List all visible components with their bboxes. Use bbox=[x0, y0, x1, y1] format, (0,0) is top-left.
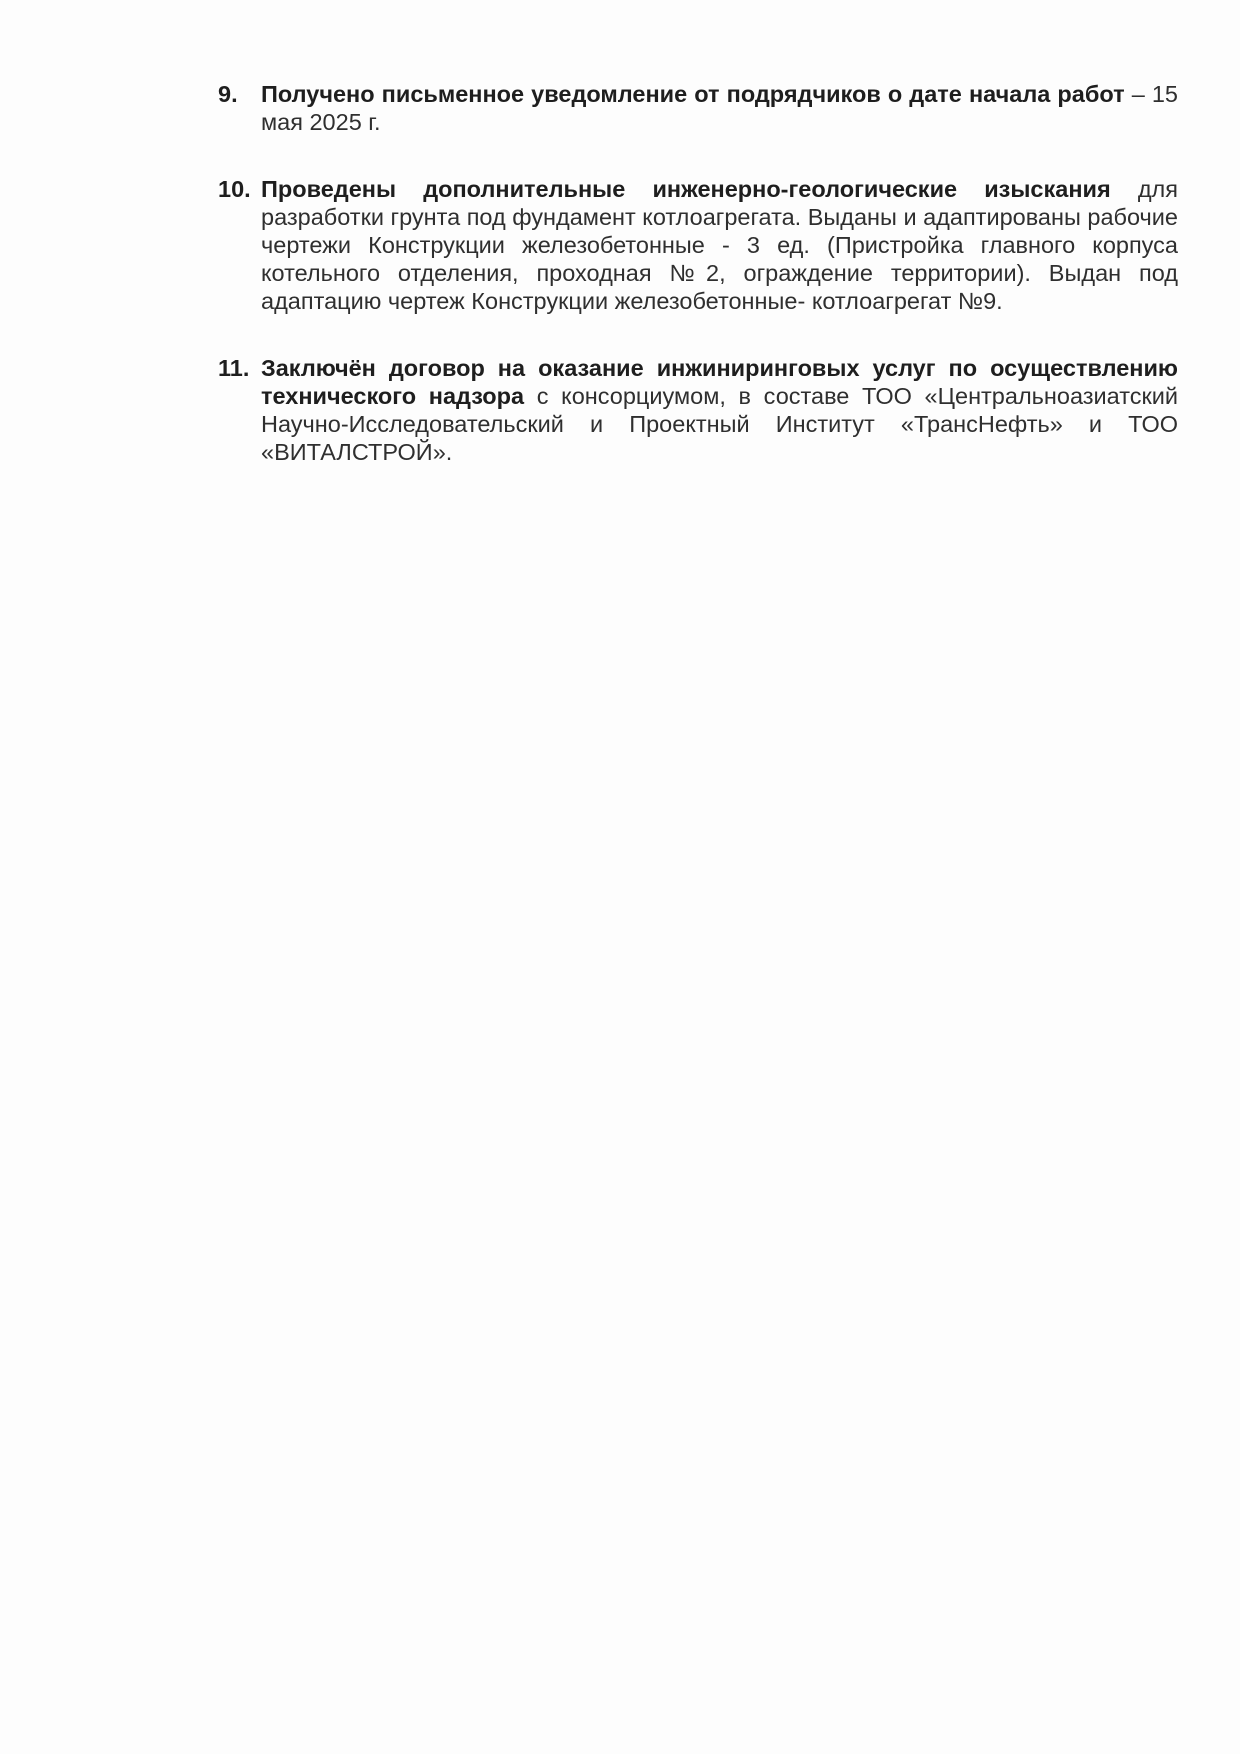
item-heading: Получено письменное уведомление от подрядчиков о дате начала работ bbox=[261, 81, 1125, 107]
list-item-11 bbox=[218, 354, 1178, 466]
list-item-9 bbox=[218, 80, 1178, 136]
numbered-list bbox=[218, 80, 1178, 505]
item-text: для разработки грунта под фундамент котлоагрегата. Выданы и адаптированы рабочие чертежи Конструкции железобетонные - 3 ед. (Пристройка главного корпуса котельного отделения, проходная №2, ограждение территории). Выдан под адаптацию чертеж Конструкции железобетонные- котлоагрегат №9. bbox=[261, 176, 1178, 314]
item-number: 11. bbox=[218, 355, 250, 381]
item-number: 10. bbox=[218, 176, 251, 202]
item-text: – 15 мая 2025 г. bbox=[261, 81, 1178, 135]
list-item-10 bbox=[218, 175, 1178, 315]
item-text: с консорциумом, в составе ТОО «Центральноазиатский Научно-Исследовательский и Проектный Институт «ТрансНефть» и ТОО «ВИТАЛСТРОЙ». bbox=[261, 383, 1178, 465]
item-heading: Заключён договор на оказание инжиниринговых услуг по осуществлению технического надзора bbox=[261, 355, 1178, 409]
item-number: 9. bbox=[218, 81, 238, 107]
item-heading: Проведены дополнительные инженерно-геологические изыскания bbox=[261, 176, 1111, 202]
